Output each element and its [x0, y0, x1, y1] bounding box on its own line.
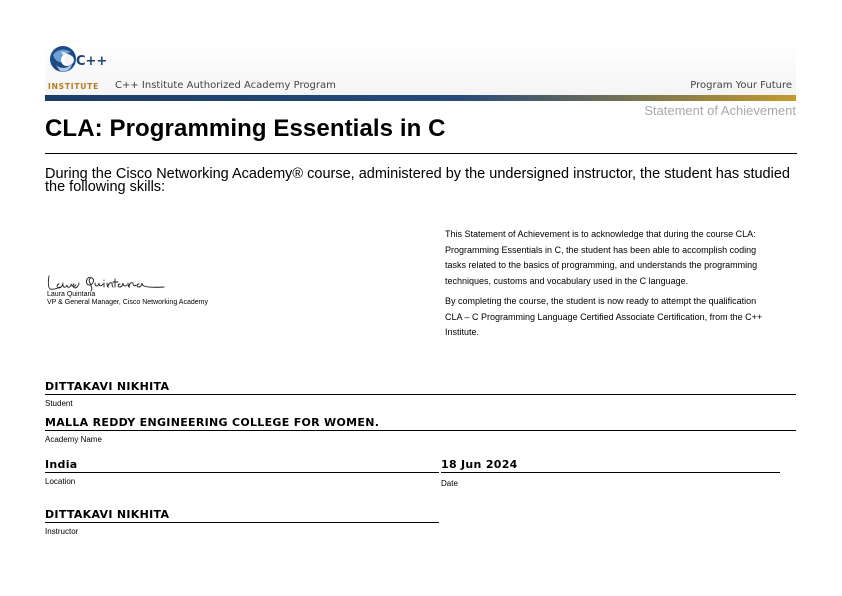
- student-field: [45, 380, 796, 408]
- student-label: Student: [45, 399, 73, 408]
- document-type: Statement of Achievement: [644, 103, 796, 118]
- student-name: DITTAKAVI NIKHITA: [45, 380, 796, 395]
- header-banner: [45, 40, 796, 96]
- course-title: CLA: Programming Essentials in C: [45, 115, 446, 142]
- logo-subtitle: INSTITUTE: [48, 82, 100, 91]
- date-label: Date: [441, 479, 458, 488]
- title-divider: [45, 153, 797, 154]
- statement-paragraph-2: By completing the course, the student is now ready to attempt the qualification CLA – C Programming Language Certified Associate Certification, from the C++ Institute.: [445, 296, 763, 337]
- tagline: Program Your Future: [690, 80, 792, 91]
- date-value: 18 Jun 2024: [441, 458, 780, 473]
- date-field: [441, 458, 780, 488]
- academy-field: [45, 416, 796, 444]
- location-value: India: [45, 458, 439, 473]
- signatory-name: Laura Quintana: [47, 291, 96, 298]
- program-name: C++ Institute Authorized Academy Program: [115, 80, 336, 91]
- signatory-role: VP & General Manager, Cisco Networking Academy: [47, 299, 208, 306]
- location-field: [45, 458, 439, 486]
- instructor-label: Instructor: [45, 527, 79, 536]
- intro-text: During the Cisco Networking Academy® course, administered by the undersigned instructor, the student has studied the following skills:: [45, 166, 790, 195]
- svg-text:C++: C++: [76, 54, 107, 69]
- academy-name: MALLA REDDY ENGINEERING COLLEGE FOR WOMEN.: [45, 416, 796, 431]
- location-label: Location: [45, 477, 76, 486]
- statement-paragraph-1: This Statement of Achievement is to acknowledge that during the course CLA: Programming Essentials in C, the student has been able to accomplish coding tasks related to the basics of programming, and understands the programming techniques, customs and vocabulary used in the C language.: [445, 229, 758, 286]
- banner-color-bar: [45, 95, 796, 101]
- academy-label: Academy Name: [45, 435, 102, 444]
- instructor-name: DITTAKAVI NIKHITA: [45, 508, 439, 523]
- instructor-field: [45, 508, 439, 536]
- statement-text: [445, 227, 775, 346]
